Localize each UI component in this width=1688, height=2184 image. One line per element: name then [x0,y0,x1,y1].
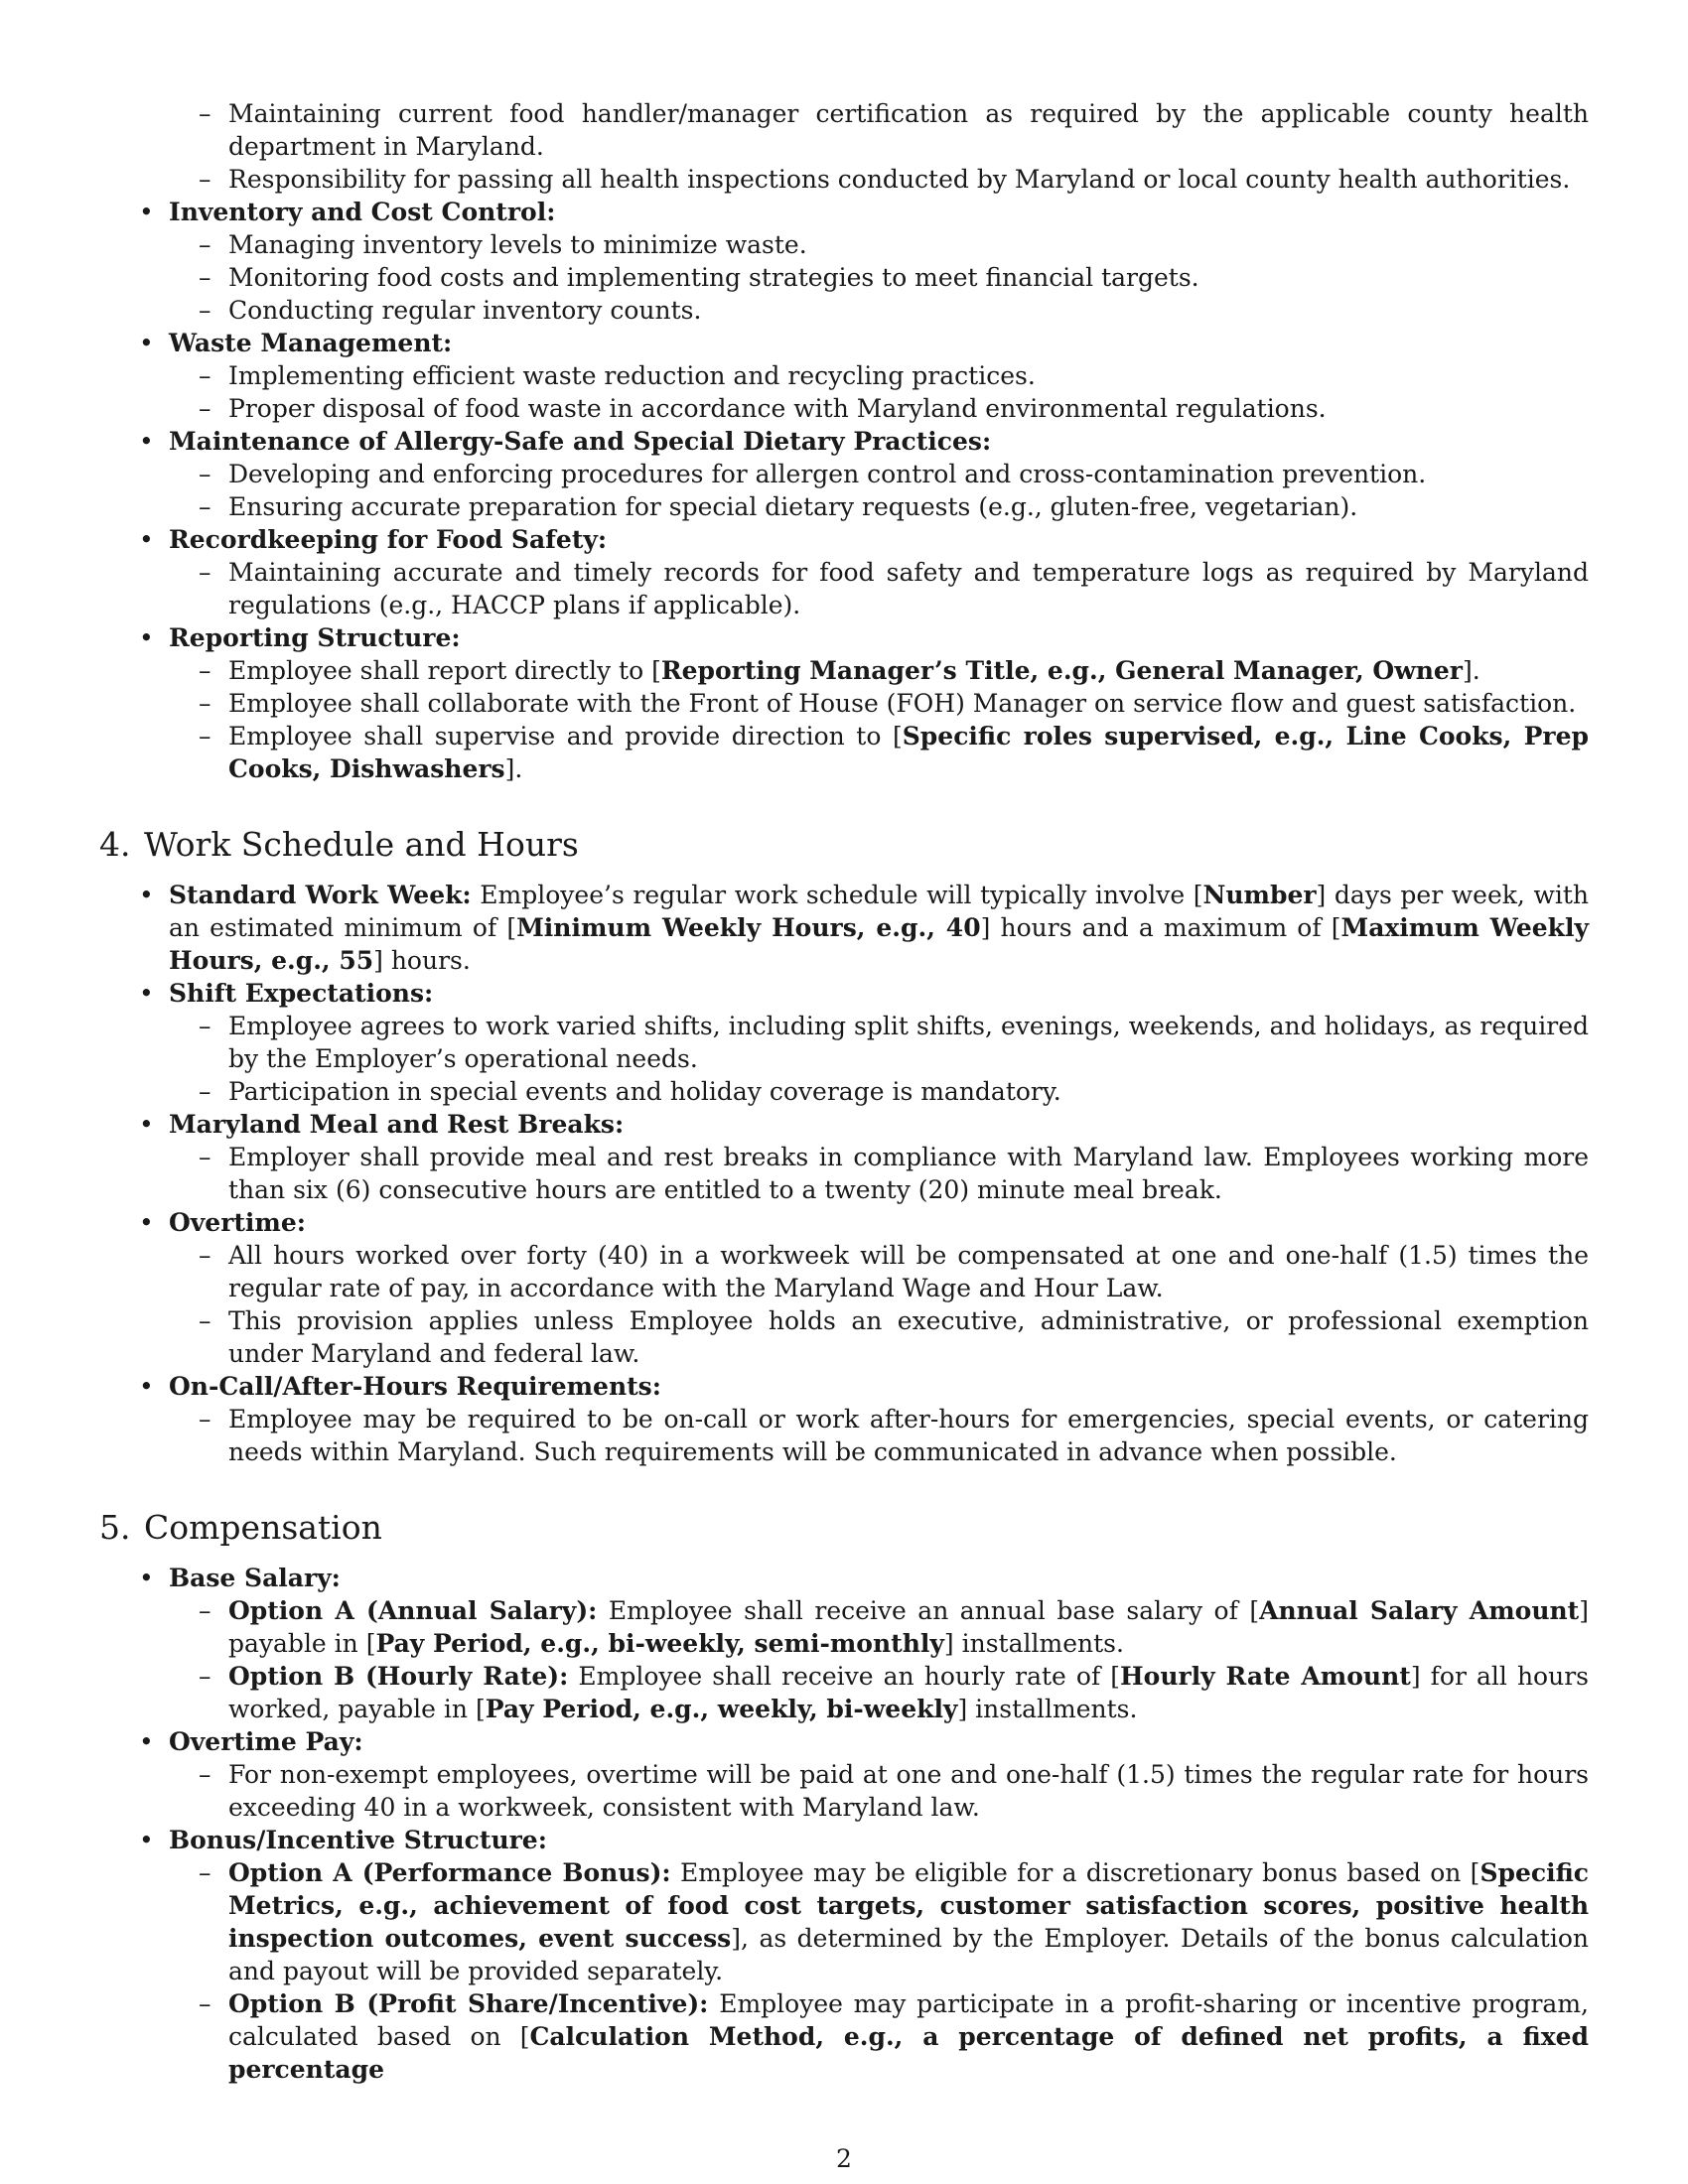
placeholder-field: Pay Period, e.g., bi-weekly, semi-monthly [375,1629,944,1658]
placeholder-field: Annual Salary Amount [1259,1596,1580,1625]
option-label: Option B (Hourly Rate): [228,1662,569,1691]
allergy-heading: Maintenance of Allergy-Safe and Special Dietary Practices: [169,427,992,456]
base-salary-sublist [169,1594,1589,1725]
list-item: – Employer shall provide meal and rest breaks in compliance with Maryland law. Employees working more than six (6) consecutive hours are entitled to a twenty (20) minute meal break. [169,1141,1589,1206]
placeholder-field: Specific roles supervised, e.g., Line Cooks, Prep Cooks, Dishwashers [228,722,1589,783]
placeholder-field: Number [1202,881,1317,909]
text-span: ] installments. [943,1629,1124,1658]
reporting-heading: Reporting Structure: [169,623,461,652]
text-span: Employee may be eligible for a discretionary bonus based on [ [670,1858,1480,1887]
base-salary-item [99,1562,1589,1725]
overtime-pay-heading: Overtime Pay: [169,1727,363,1756]
continued-list [99,97,1589,196]
text-span: Employee shall report directly to [ [228,656,661,685]
list-item: – Employee agrees to work varied shifts, including split shifts, evenings, weekends, and holidays, as required by the Employer’s operational needs. [169,1010,1589,1075]
text-span: ] payable in [ [228,1596,1589,1658]
placeholder-field: Calculation Method, e.g., a percentage of defined net profits, a fixed percentage [228,2022,1589,2084]
list-item: – Managing inventory levels to minimize waste. [169,228,1589,261]
list-item: – Monitoring food costs and implementing strategies to meet financial targets. [169,261,1589,294]
bonus-heading: Bonus/Incentive Structure: [169,1826,547,1854]
list-item [169,654,1589,687]
text-span: ] hours. [373,946,471,975]
overtime-pay-sublist [169,1758,1589,1824]
list-item: – Implementing efficient waste reduction and recycling practices. [169,359,1589,392]
shift-sublist [169,1010,1589,1108]
option-label: Option B (Profit Share/Incentive): [228,1989,709,2018]
section-number: 5. [99,1508,131,1547]
list-item [169,1856,1589,1987]
section-number: 4. [99,825,131,864]
section-title: Compensation [144,1508,382,1547]
text-span: ]. [504,754,523,783]
document-page [99,97,1589,2086]
option-label: Option A (Performance Bonus): [228,1858,671,1887]
text-span: ] for all hours worked, payable in [ [228,1662,1589,1723]
section-heading [99,1508,1589,1548]
inventory-item [99,196,1589,327]
shift-item [99,977,1589,1108]
text-span: Employee’s regular work schedule will typically involve [ [471,881,1203,909]
list-item: – All hours worked over forty (40) in a workweek will be compensated at one and one-half (1.5) times the regular rate of pay, in accordance with the Maryland Wage and Hour Law. [169,1239,1589,1304]
list-item: – Employee shall collaborate with the Front of House (FOH) Manager on service flow and guest satisfaction. [169,687,1589,720]
overtime-heading: Overtime: [169,1208,307,1237]
list-item: – For non-exempt employees, overtime will be paid at one and one-half (1.5) times the regular rate for hours exceeding 40 in a workweek, consistent with Maryland law. [169,1758,1589,1824]
list-item: – Employee may be required to be on-call or work after-hours for emergencies, special events, or catering needs within Maryland. Such requirements will be communicated in advance when possible. [169,1403,1589,1468]
list-item: – Proper disposal of food waste in accordance with Maryland environmental regulations. [169,392,1589,425]
waste-heading: Waste Management: [169,329,453,357]
base-salary-heading: Base Salary: [169,1564,341,1592]
breaks-item [99,1108,1589,1206]
inventory-heading: Inventory and Cost Control: [169,198,556,226]
placeholder-field: Minimum Weekly Hours, e.g., 40 [516,913,981,942]
text-span: Employee shall receive an annual base salary of [ [597,1596,1260,1625]
section-heading [99,825,1589,865]
oncall-heading: On-Call/After-Hours Requirements: [169,1372,661,1401]
bonus-item [99,1824,1589,2086]
list-item [169,1660,1589,1725]
overtime-item [99,1206,1589,1370]
text-span: ]. [1462,656,1480,685]
list-item [169,1987,1589,2086]
placeholder-field: Hourly Rate Amount [1120,1662,1411,1691]
list-item [169,720,1589,785]
standard-week-label: Standard Work Week: [169,881,472,909]
section4-list [99,879,1589,1468]
standard-week-item [99,879,1589,977]
section5-list [99,1562,1589,2086]
list-item: – Ensuring accurate preparation for special dietary requests (e.g., gluten-free, vegetarian). [169,490,1589,523]
reporting-item [99,621,1589,785]
placeholder-field: Reporting Manager’s Title, e.g., General Manager, Owner [660,656,1463,685]
list-item: – Conducting regular inventory counts. [169,294,1589,327]
list-item: – Participation in special events and holiday coverage is mandatory. [169,1075,1589,1108]
text-span: Employee shall supervise and provide direction to [ [228,722,903,751]
text-span: Employee may participate in a profit-sharing or incentive program, calculated based on [ [228,1989,1589,2051]
reporting-sublist [169,654,1589,785]
shift-heading: Shift Expectations: [169,979,434,1008]
page-number: 2 [836,2144,852,2173]
waste-sublist [169,359,1589,425]
recordkeeping-sublist [169,556,1589,621]
oncall-sublist [169,1403,1589,1468]
list-item: – Maintaining current food handler/manager certification as required by the applicable county health department in Maryland. [99,97,1589,163]
waste-item [99,327,1589,425]
placeholder-field: Specific Metrics, e.g., achievement of food cost targets, customer satisfaction scores, positive health inspection outcomes, event success [228,1858,1589,1953]
list-item [169,1594,1589,1660]
allergy-sublist [169,458,1589,523]
placeholder-field: Pay Period, e.g., weekly, bi-weekly [485,1695,958,1723]
oncall-item [99,1370,1589,1468]
list-item: – Maintaining accurate and timely records for food safety and temperature logs as required by Maryland regulations (e.g., HACCP plans if applicable). [169,556,1589,621]
section3-list [99,196,1589,785]
list-item: – This provision applies unless Employee holds an executive, administrative, or professional exemption under Maryland and federal law. [169,1304,1589,1370]
placeholder-field: Maximum Weekly Hours, e.g., 55 [169,913,1589,975]
overtime-sublist [169,1239,1589,1370]
list-item: – Responsibility for passing all health inspections conducted by Maryland or local county health authorities. [99,163,1589,196]
allergy-item [99,425,1589,523]
breaks-heading: Maryland Meal and Rest Breaks: [169,1110,625,1139]
text-span: Employee shall receive an hourly rate of [ [568,1662,1121,1691]
text-span: ], as determined by the Employer. Details of the bonus calculation and payout will be provided separately. [228,1924,1589,1985]
option-label: Option A (Annual Salary): [228,1596,598,1625]
inventory-sublist [169,228,1589,327]
text-span: ] days per week, with an estimated minimum of [ [169,881,1590,942]
list-item: – Developing and enforcing procedures for allergen control and cross-contamination prevention. [169,458,1589,490]
bonus-sublist [169,1856,1589,2086]
breaks-sublist [169,1141,1589,1206]
overtime-pay-item [99,1725,1589,1824]
section-title: Work Schedule and Hours [144,825,579,864]
recordkeeping-item [99,523,1589,621]
text-span: ] installments. [957,1695,1138,1723]
text-span: ] hours and a maximum of [ [980,913,1341,942]
recordkeeping-heading: Recordkeeping for Food Safety: [169,525,608,554]
